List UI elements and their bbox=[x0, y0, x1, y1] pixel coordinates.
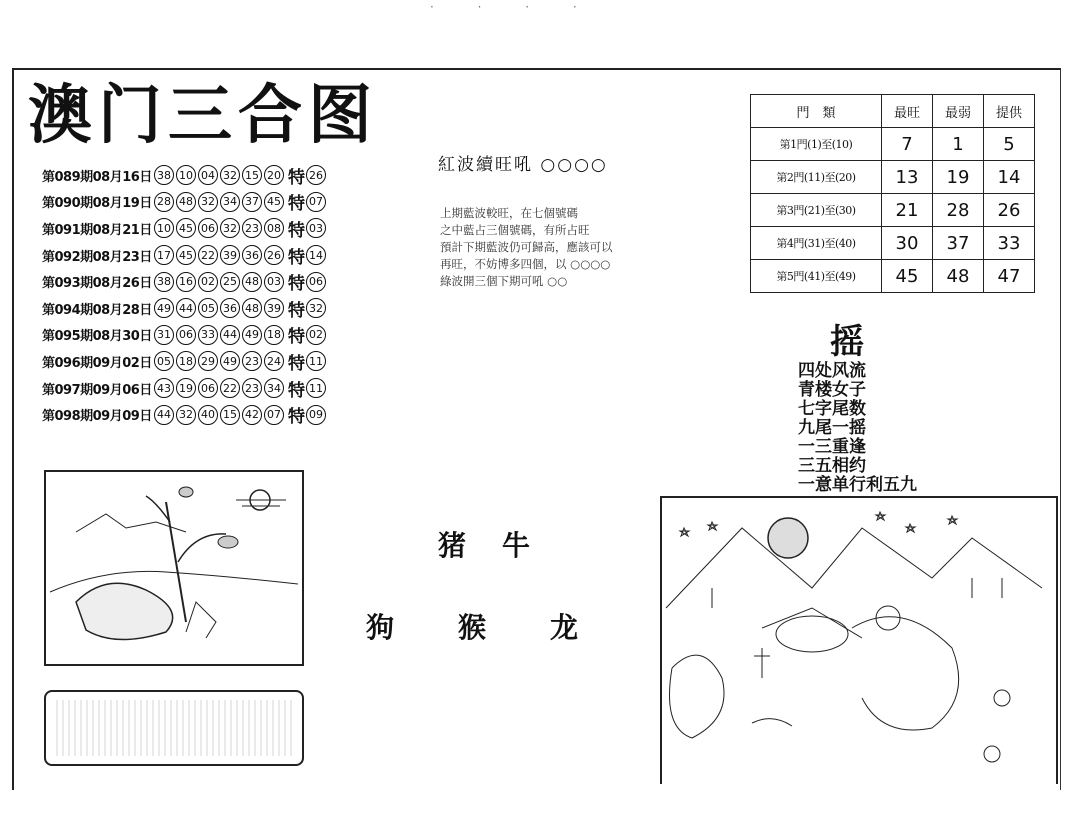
draw-row bbox=[42, 348, 328, 375]
draw-row bbox=[42, 189, 328, 216]
special-label: 特 bbox=[288, 407, 305, 428]
poem-line: 九尾一摇 bbox=[798, 418, 866, 438]
number-ball: 32 bbox=[198, 192, 218, 212]
number-ball: 48 bbox=[242, 272, 262, 292]
draw-period: 第090期08月19日 bbox=[42, 196, 152, 212]
number-ball: 31 bbox=[154, 325, 174, 345]
number-ball: 23 bbox=[242, 378, 262, 398]
table-row bbox=[751, 161, 1035, 194]
special-label: 特 bbox=[288, 300, 305, 321]
table-row bbox=[751, 194, 1035, 227]
table-row bbox=[751, 128, 1035, 161]
draw-row bbox=[42, 268, 328, 295]
number-ball: 40 bbox=[198, 405, 218, 425]
number-ball: 33 bbox=[198, 325, 218, 345]
number-ball: 37 bbox=[242, 192, 262, 212]
number-ball: 18 bbox=[176, 351, 196, 371]
gate-range-cell: 第4門(31)至(40) bbox=[751, 227, 882, 260]
draw-row bbox=[42, 322, 328, 349]
gate-value-cell: 47 bbox=[984, 260, 1035, 293]
number-ball: 39 bbox=[220, 245, 240, 265]
number-ball: 34 bbox=[264, 378, 284, 398]
number-ball: 23 bbox=[242, 351, 262, 371]
number-ball: 34 bbox=[220, 192, 240, 212]
number-ball: 32 bbox=[220, 165, 240, 185]
number-ball: 10 bbox=[154, 218, 174, 238]
table-header-cell: 提供 bbox=[984, 95, 1035, 128]
draw-row bbox=[42, 242, 328, 269]
obscured-text-box bbox=[44, 690, 304, 766]
special-label: 特 bbox=[288, 220, 305, 241]
number-ball: 44 bbox=[176, 298, 196, 318]
zodiac-sign: 猪 bbox=[438, 529, 503, 562]
number-ball: 17 bbox=[154, 245, 174, 265]
number-ball: 49 bbox=[154, 298, 174, 318]
number-ball: 16 bbox=[176, 272, 196, 292]
gate-table-header bbox=[751, 95, 1035, 128]
number-ball: 07 bbox=[264, 405, 284, 425]
number-ball: 06 bbox=[176, 325, 196, 345]
note-line: 預計下期藍波仍可歸高，應該可以 bbox=[440, 240, 613, 254]
gate-value-cell: 37 bbox=[933, 227, 984, 260]
number-ball: 48 bbox=[242, 298, 262, 318]
bird-branch-drawing bbox=[46, 472, 302, 664]
number-ball: 36 bbox=[220, 298, 240, 318]
poem-line: 七字尾数 bbox=[798, 399, 866, 419]
number-ball: 44 bbox=[154, 405, 174, 425]
number-ball: 02 bbox=[198, 272, 218, 292]
gate-value-cell: 48 bbox=[933, 260, 984, 293]
special-number-ball: 09 bbox=[306, 405, 326, 425]
special-label: 特 bbox=[288, 353, 305, 374]
draw-row bbox=[42, 401, 328, 428]
special-number-ball: 14 bbox=[306, 245, 326, 265]
wave-analysis-note bbox=[440, 205, 680, 290]
number-ball: 22 bbox=[220, 378, 240, 398]
number-ball: 20 bbox=[264, 165, 284, 185]
number-ball: 38 bbox=[154, 272, 174, 292]
draw-history bbox=[42, 162, 328, 428]
table-row bbox=[751, 227, 1035, 260]
special-label: 特 bbox=[288, 327, 305, 348]
gate-range-cell: 第5門(41)至(49) bbox=[751, 260, 882, 293]
table-header-cell: 最旺 bbox=[882, 95, 933, 128]
number-ball: 49 bbox=[220, 351, 240, 371]
number-ball: 36 bbox=[242, 245, 262, 265]
bird-on-branch-illustration bbox=[44, 470, 304, 666]
draw-row bbox=[42, 215, 328, 242]
chase-scene-drawing bbox=[662, 498, 1056, 784]
table-header-cell: 門 類 bbox=[751, 95, 882, 128]
number-ball: 26 bbox=[264, 245, 284, 265]
special-number-ball: 02 bbox=[306, 325, 326, 345]
note-line: 再旺，不妨博多四個，以 ○○○○ bbox=[440, 257, 611, 271]
poem-line: 四处风流 bbox=[798, 361, 866, 381]
draw-period: 第092期08月23日 bbox=[42, 249, 152, 265]
number-ball: 10 bbox=[176, 165, 196, 185]
number-ball: 15 bbox=[220, 405, 240, 425]
chase-scene-illustration bbox=[660, 496, 1058, 784]
zodiac-bottom bbox=[366, 606, 642, 646]
special-label: 特 bbox=[288, 194, 305, 215]
number-ball: 38 bbox=[154, 165, 174, 185]
number-ball: 15 bbox=[242, 165, 262, 185]
gate-value-cell: 30 bbox=[882, 227, 933, 260]
gate-range-cell: 第1門(1)至(10) bbox=[751, 128, 882, 161]
draw-period: 第094期08月28日 bbox=[42, 302, 152, 318]
poem-line: 一三重逢 bbox=[798, 437, 866, 457]
zodiac-sign: 龙 bbox=[550, 611, 579, 644]
draw-period: 第093期08月26日 bbox=[42, 276, 152, 292]
gate-value-cell: 26 bbox=[984, 194, 1035, 227]
gate-value-cell: 14 bbox=[984, 161, 1035, 194]
number-ball: 29 bbox=[198, 351, 218, 371]
gate-range-cell: 第2門(11)至(20) bbox=[751, 161, 882, 194]
special-number-ball: 11 bbox=[306, 351, 326, 371]
gate-value-cell: 28 bbox=[933, 194, 984, 227]
number-ball: 32 bbox=[176, 405, 196, 425]
riddle-poem bbox=[798, 362, 917, 495]
draw-row bbox=[42, 162, 328, 189]
gate-table bbox=[750, 94, 1035, 293]
page-title: 澳门三合图 bbox=[28, 79, 378, 153]
number-ball: 05 bbox=[154, 351, 174, 371]
number-ball: 42 bbox=[242, 405, 262, 425]
number-ball: 23 bbox=[242, 218, 262, 238]
zodiac-sign: 狗 bbox=[366, 611, 395, 644]
draw-period: 第097期09月06日 bbox=[42, 382, 152, 398]
note-line: 之中藍占三個號碼，有所占旺 bbox=[440, 223, 590, 237]
number-ball: 28 bbox=[154, 192, 174, 212]
draw-period: 第096期09月02日 bbox=[42, 355, 152, 371]
zodiac-sign: 猴 bbox=[458, 611, 487, 644]
number-ball: 44 bbox=[220, 325, 240, 345]
special-number-ball: 07 bbox=[306, 192, 326, 212]
number-ball: 43 bbox=[154, 378, 174, 398]
special-label: 特 bbox=[288, 167, 305, 188]
draw-period: 第091期08月21日 bbox=[42, 222, 152, 238]
number-ball: 24 bbox=[264, 351, 284, 371]
draw-row bbox=[42, 295, 328, 322]
poem-line: 青楼女子 bbox=[798, 380, 866, 400]
number-ball: 06 bbox=[198, 378, 218, 398]
number-ball: 06 bbox=[198, 218, 218, 238]
scan-noise: · · · · bbox=[430, 0, 597, 14]
number-ball: 48 bbox=[176, 192, 196, 212]
gate-value-cell: 33 bbox=[984, 227, 1035, 260]
special-number-ball: 11 bbox=[306, 378, 326, 398]
draw-row bbox=[42, 375, 328, 402]
special-number-ball: 32 bbox=[306, 298, 326, 318]
number-ball: 08 bbox=[264, 218, 284, 238]
special-number-ball: 26 bbox=[306, 165, 326, 185]
number-ball: 04 bbox=[198, 165, 218, 185]
special-label: 特 bbox=[288, 247, 305, 268]
number-ball: 45 bbox=[176, 218, 196, 238]
riddle-title: 摇 bbox=[830, 322, 864, 362]
poem-line: 一意单行利五九 bbox=[798, 475, 917, 495]
gate-range-cell: 第3門(21)至(30) bbox=[751, 194, 882, 227]
table-header-cell: 最弱 bbox=[933, 95, 984, 128]
note-line: 上期藍波較旺，在七個號碼 bbox=[440, 206, 578, 220]
zodiac-sign: 牛 bbox=[502, 529, 567, 562]
number-ball: 18 bbox=[264, 325, 284, 345]
obscured-text-pattern bbox=[56, 700, 292, 756]
number-ball: 05 bbox=[198, 298, 218, 318]
special-label: 特 bbox=[288, 380, 305, 401]
table-row bbox=[751, 260, 1035, 293]
number-ball: 39 bbox=[264, 298, 284, 318]
number-ball: 22 bbox=[198, 245, 218, 265]
number-ball: 03 bbox=[264, 272, 284, 292]
special-number-ball: 03 bbox=[306, 218, 326, 238]
gate-value-cell: 13 bbox=[882, 161, 933, 194]
number-ball: 45 bbox=[176, 245, 196, 265]
number-ball: 32 bbox=[220, 218, 240, 238]
gate-value-cell: 19 bbox=[933, 161, 984, 194]
gate-value-cell: 5 bbox=[984, 128, 1035, 161]
number-ball: 45 bbox=[264, 192, 284, 212]
draw-period: 第089期08月16日 bbox=[42, 169, 152, 185]
zodiac-top bbox=[438, 524, 566, 564]
gate-value-cell: 21 bbox=[882, 194, 933, 227]
number-ball: 19 bbox=[176, 378, 196, 398]
poem-line: 三五相约 bbox=[798, 456, 866, 476]
special-label: 特 bbox=[288, 274, 305, 295]
number-ball: 25 bbox=[220, 272, 240, 292]
draw-period: 第098期09月09日 bbox=[42, 409, 152, 425]
gate-value-cell: 7 bbox=[882, 128, 933, 161]
gate-value-cell: 45 bbox=[882, 260, 933, 293]
gate-value-cell: 1 bbox=[933, 128, 984, 161]
special-number-ball: 06 bbox=[306, 272, 326, 292]
red-wave-headline: 紅波續旺吼 ○○○○ bbox=[438, 155, 608, 175]
draw-period: 第095期08月30日 bbox=[42, 329, 152, 345]
note-line: 綠波開三個下期可吼 ○○ bbox=[440, 274, 568, 288]
number-ball: 49 bbox=[242, 325, 262, 345]
